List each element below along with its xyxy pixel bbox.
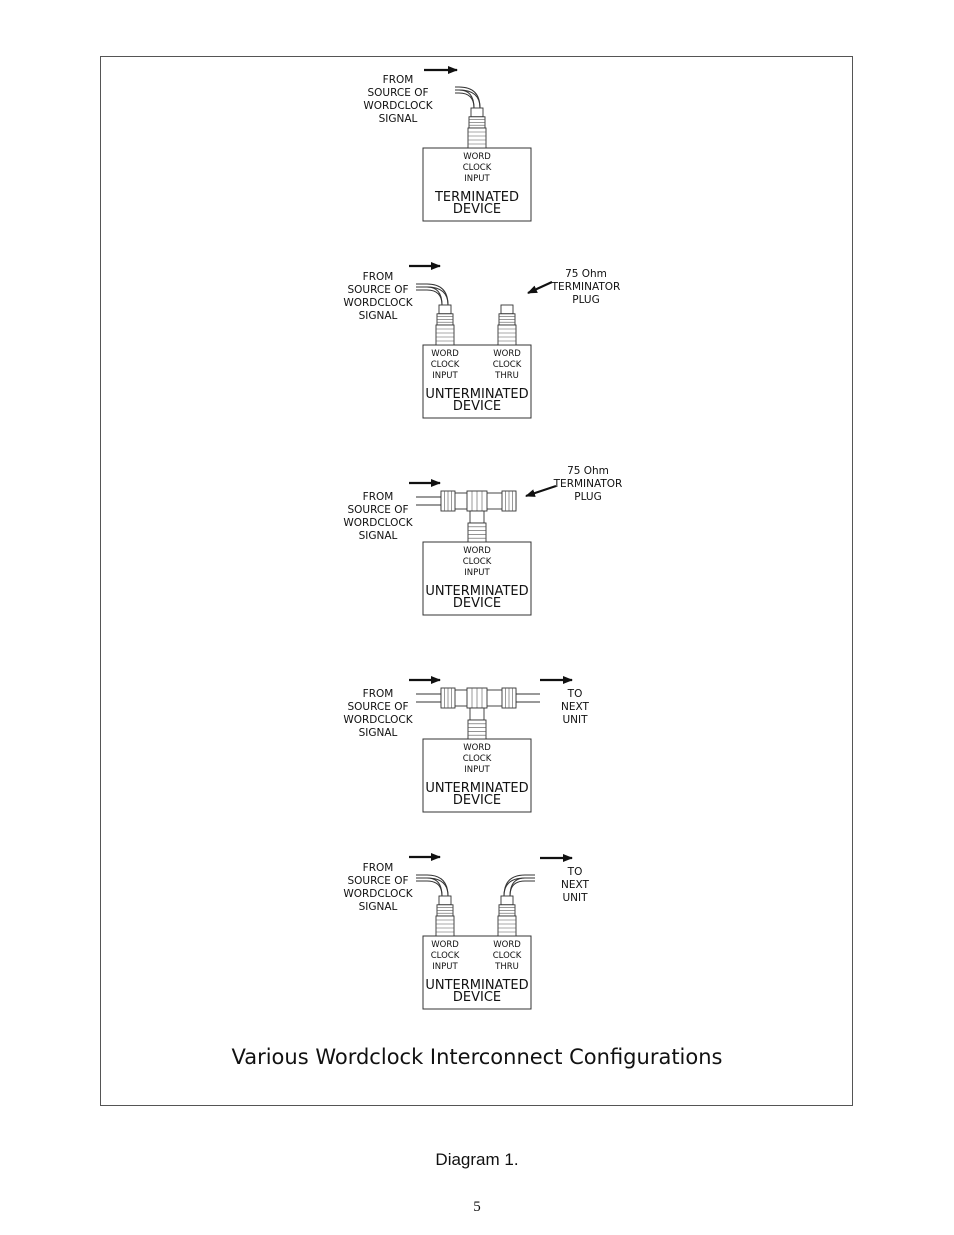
input-port-label: WORD CLOCK INPUT	[430, 940, 460, 972]
device-label: UNTERMINATED DEVICE	[425, 387, 529, 414]
thru-port-label: WORD CLOCK THRU	[492, 940, 522, 972]
thru-cable	[504, 875, 535, 896]
terminator-label: 75 Ohm TERMINATOR PLUG	[553, 465, 623, 503]
input-connector	[436, 896, 454, 936]
configuration-4	[343, 680, 589, 812]
input-connector	[468, 108, 486, 148]
terminator-arrow	[526, 486, 556, 496]
terminator-arrow	[528, 282, 552, 293]
source-label: FROM SOURCE OF WORDCLOCK SIGNAL	[343, 491, 413, 542]
next-unit-label: TO NEXT UNIT	[561, 688, 589, 726]
input-port-label: WORD CLOCK INPUT	[462, 743, 492, 775]
next-unit-label: TO NEXT UNIT	[561, 866, 589, 904]
device-label: UNTERMINATED DEVICE	[425, 584, 529, 611]
device-label: TERMINATED DEVICE	[434, 190, 520, 217]
source-label: FROM SOURCE OF WORDCLOCK SIGNAL	[343, 271, 413, 322]
input-cable	[416, 284, 448, 305]
input-port-label: WORD CLOCK INPUT	[430, 349, 460, 381]
configuration-3	[343, 465, 622, 615]
input-cable	[416, 875, 448, 896]
source-label: FROM SOURCE OF WORDCLOCK SIGNAL	[363, 74, 433, 125]
input-connector	[436, 305, 454, 345]
page-number: 5	[473, 1199, 481, 1215]
input-port-label: WORD CLOCK INPUT	[462, 152, 492, 184]
thru-connector	[498, 896, 516, 936]
source-label: FROM SOURCE OF WORDCLOCK SIGNAL	[343, 688, 413, 739]
tee-adapter	[441, 491, 516, 542]
device-label: UNTERMINATED DEVICE	[425, 978, 529, 1005]
input-port-label: WORD CLOCK INPUT	[462, 546, 492, 578]
configuration-1	[363, 70, 531, 221]
tee-adapter	[441, 688, 516, 739]
input-cable	[455, 87, 480, 108]
terminator-plug	[498, 305, 516, 345]
diagram-title: Various Wordclock Interconnect Configurations	[231, 1045, 723, 1069]
diagram-caption: Diagram 1.	[435, 1150, 519, 1169]
terminator-label: 75 Ohm TERMINATOR PLUG	[551, 268, 621, 306]
device-label: UNTERMINATED DEVICE	[425, 781, 529, 808]
configuration-2	[343, 266, 620, 418]
configuration-5	[343, 857, 589, 1009]
thru-port-label: WORD CLOCK THRU	[492, 349, 522, 381]
source-label: FROM SOURCE OF WORDCLOCK SIGNAL	[343, 862, 413, 913]
